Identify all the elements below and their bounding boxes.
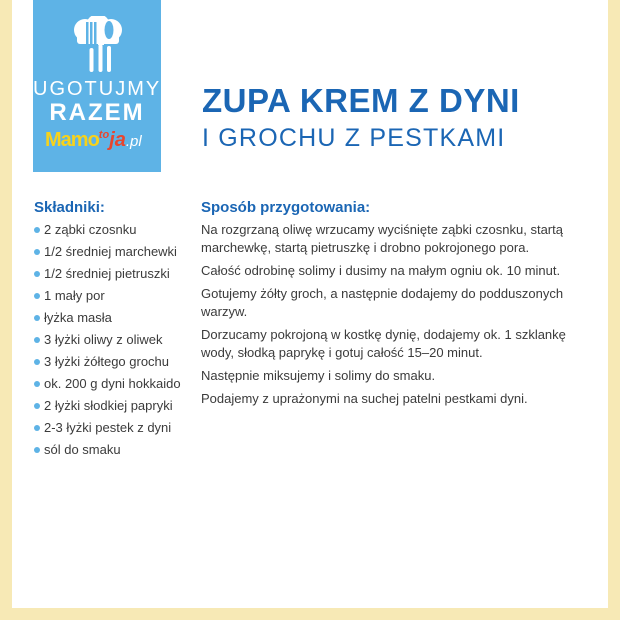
logo-part-ja: ja: [109, 129, 126, 151]
method-step: Całość odrobinę solimy i dusimy na małym ogniu ok. 10 minut.: [201, 263, 561, 278]
ingredient-item: [34, 243, 194, 261]
ingredient-text: 3 łyżki żółtego grochu: [44, 354, 170, 369]
brand-badge: [33, 0, 161, 172]
ingredients-section: [34, 199, 194, 463]
ingredient-item: [34, 375, 194, 393]
method-step: Podajemy z uprażonymi na suchej patelni pestkami dyni.: [201, 391, 528, 406]
bullet-icon: [34, 403, 40, 409]
method-section: [201, 199, 601, 413]
ingredient-item: [34, 331, 194, 349]
ingredient-item: [34, 397, 194, 415]
mamotoja-logo: [45, 129, 157, 157]
badge-line-ugotujmy: UGOTUJMY: [33, 78, 162, 100]
ingredient-text: 2 ząbki czosnku: [44, 222, 137, 237]
recipe-subtitle: I GROCHU Z PESTKAMI: [202, 124, 506, 152]
bullet-icon: [34, 447, 40, 453]
bullet-icon: [34, 315, 40, 321]
bullet-icon: [34, 271, 40, 277]
ingredient-text: 1/2 średniej marchewki: [44, 244, 177, 259]
bullet-icon: [34, 425, 40, 431]
logo-part-pl: .pl: [125, 133, 142, 150]
logo-part-mamo: Mamo: [45, 129, 99, 151]
recipe-title: ZUPA KREM Z DYNI: [202, 82, 520, 119]
ingredient-item: [34, 419, 194, 437]
ingredient-text: 2 łyżki słodkiej papryki: [44, 398, 173, 413]
chef-hat-utensils-icon: [67, 16, 129, 74]
bullet-icon: [34, 249, 40, 255]
ingredient-text: 3 łyżki oliwy z oliwek: [44, 332, 163, 347]
bullet-icon: [34, 359, 40, 365]
ingredient-text: 2-3 łyżki pestek z dyni: [44, 420, 172, 435]
ingredient-text: ok. 200 g dyni hokkaido: [44, 376, 181, 391]
ingredient-text: 1 mały por: [44, 288, 105, 303]
bullet-icon: [34, 293, 40, 299]
ingredient-item: [34, 265, 194, 283]
ingredient-item: [34, 287, 194, 305]
ingredients-heading: Składniki:: [34, 199, 105, 216]
bullet-icon: [34, 381, 40, 387]
badge-line-razem: RAZEM: [49, 99, 145, 126]
ingredient-item: [34, 221, 194, 239]
method-step: Dorzucamy pokrojoną w kostkę dynię, dodajemy ok. 1 szklankę wody, słodką paprykę i gotuj całość 15–20 minut.: [201, 327, 566, 360]
ingredient-item: [34, 309, 194, 327]
logo-part-to: to: [98, 129, 110, 141]
ingredient-text: łyżka masła: [44, 310, 112, 325]
method-heading: Sposób przygotowania:: [201, 199, 371, 216]
ingredients-list: [34, 221, 194, 459]
ingredient-text: 1/2 średniej pietruszki: [44, 266, 170, 281]
method-step: Następnie miksujemy i solimy do smaku.: [201, 368, 436, 383]
method-step: Na rozgrzaną oliwę wrzucamy wyciśnięte ząbki czosnku, startą marchewkę, startą pietruszkę i drobno pokrojonego pora.: [201, 222, 563, 255]
method-step: Gotujemy żółty groch, a następnie dodajemy do podduszonych warzyw.: [201, 286, 564, 319]
bullet-icon: [34, 337, 40, 343]
ingredient-item: [34, 353, 194, 371]
bullet-icon: [34, 227, 40, 233]
ingredient-text: sól do smaku: [44, 442, 121, 457]
ingredient-item: [34, 441, 194, 459]
